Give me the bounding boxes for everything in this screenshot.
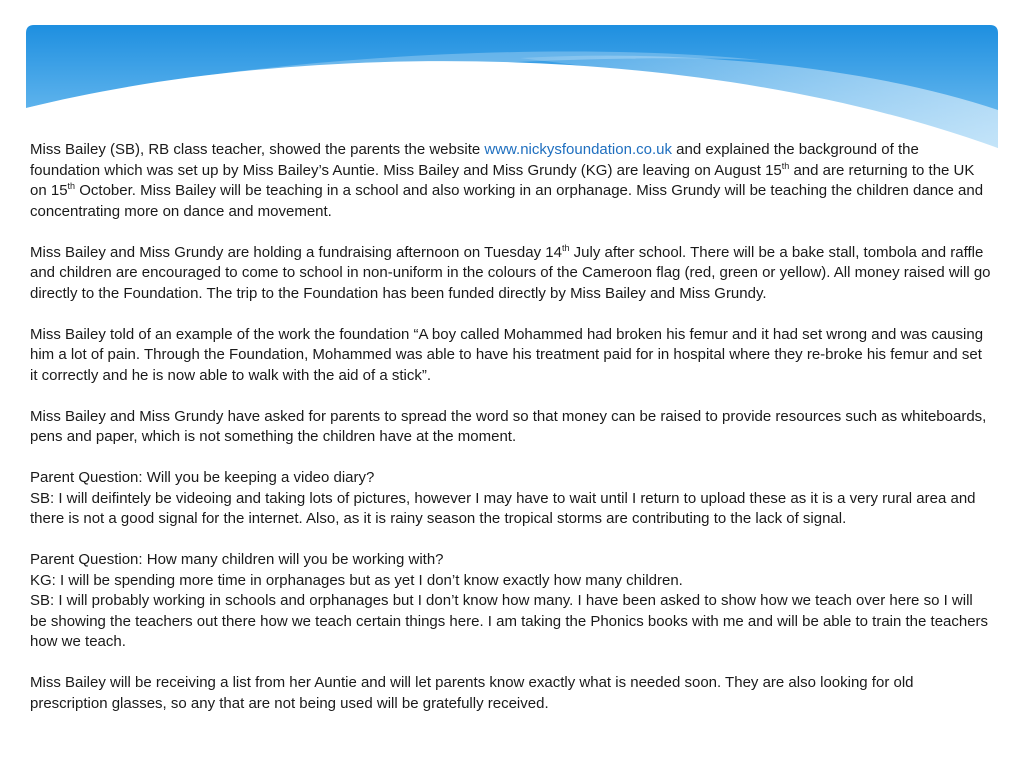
text: Miss Bailey (SB), RB class teacher, showed the parents the website [30, 141, 485, 158]
text: and are returning to the UK on 15 [30, 161, 975, 199]
parent-question: Parent Question: How many children will you be working with? [30, 551, 444, 568]
paragraph-website [30, 140, 992, 222]
paragraph-fundraising [30, 243, 992, 305]
foundation-website-link[interactable]: www.nickysfoundation.co.uk [484, 141, 672, 158]
paragraph-children-count [30, 550, 992, 653]
superscript: th [67, 181, 76, 191]
paragraph-glasses: Miss Bailey will be receiving a list from her Auntie and will let parents know exactly what is needed soon. They are also looking for old prescription glasses, so any that are not being used will be gratefully received. [30, 674, 914, 712]
answer-sb: SB: I will probably working in schools and orphanages but I don’t know how many. I have been asked to show how we teach over here so I will be showing the teachers out there how we teach certain things here. I am taking the Phonics books with me and will be able to train the teachers how we teach. [30, 592, 989, 650]
parent-question: Parent Question: Will you be keeping a video diary? [30, 469, 375, 486]
meeting-notes [30, 140, 992, 714]
answer-sb: SB: I will deifintely be videoing and taking lots of pictures, however I may have to wait until I return to upload these as it is a very rural area and there is not a good signal for the internet. Also, as it is rainy season the tropical storms are contributing to the lack of signal. [30, 489, 976, 527]
text: and explained the background of the foundation which was set up by Miss Bailey’s Auntie. Miss Bailey and Miss Grundy (KG) are leaving on August 15 [30, 141, 919, 179]
text: July after school. There will be a bake stall, tombola and raffle and children are encouraged to come to school in non-uniform in the colours of the Cameroon flag (red, green or yellow). All money raised will go directly to the Foundation. The trip to the Foundation has been funded directly by Miss Bailey and Miss Grundy. [30, 243, 991, 302]
paragraph-resources: Miss Bailey and Miss Grundy have asked for parents to spread the word so that money can be raised to provide resources such as whiteboards, pens and paper, which is not something the children have at the moment. [30, 407, 987, 445]
text: Miss Bailey and Miss Grundy are holding a fundraising afternoon on Tuesday 14 [30, 243, 562, 261]
paragraph-example: Miss Bailey told of an example of the work the foundation “A boy called Mohammed had broken his femur and it had set wrong and was causing him a lot of pain. Through the Foundation, Mohammed was able to have his treatment paid for in hospital where they re-broke his femur and set it correctly and he is now able to walk with the aid of a stick”. [30, 325, 984, 384]
superscript: th [781, 160, 790, 171]
paragraph-video-diary [30, 468, 992, 530]
superscript: th [561, 242, 570, 253]
answer-kg: KG: I will be spending more time in orphanages but as yet I don’t know exactly how many children. [30, 571, 683, 589]
text: October. Miss Bailey will be teaching in a school and also working in an orphanage. Miss Grundy will be teaching the children dance and concentrating more on dance and movement. [30, 182, 984, 220]
